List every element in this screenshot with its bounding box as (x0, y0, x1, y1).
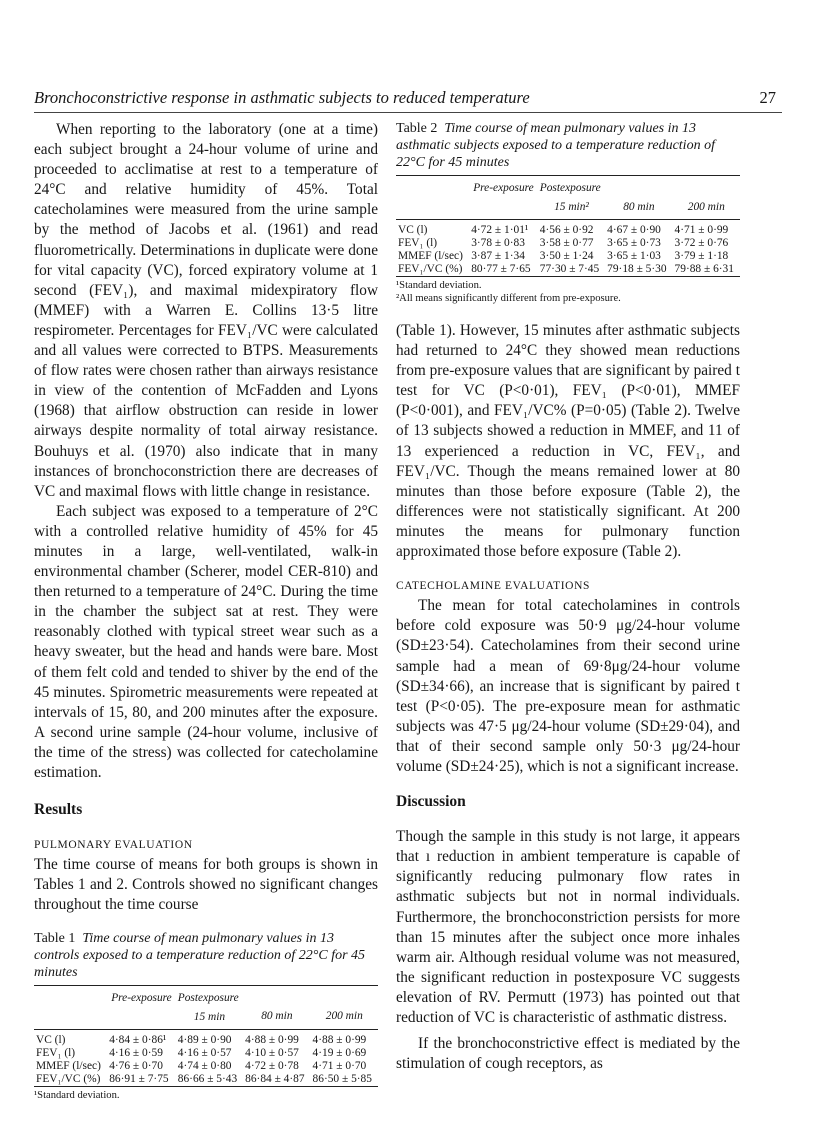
table-cell: 4·19 ± 0·69 (312, 1046, 367, 1059)
table-2-header-80: 80 min (623, 200, 655, 213)
table-1-label: Table 1 (34, 930, 76, 946)
results-heading: Results (34, 801, 83, 819)
table-cell: VC (l) (398, 224, 428, 236)
methods-paragraph-2: Each subject was exposed to a temperature of 2°C with a controlled relative humidity of 45% for 45 minutes in a large, well-ventilated, walk-in environmental chamber (Scherer, model CER-810) and then returned to a temperature of 24°C. During the time in the chamber the subject sat at rest. They were reasonably clothed with typical street wear such as a heavy sweater, but the head and hands were bare. Most of them felt cold and tended to shiver by the end of the 45 minutes. Spirometric measurements were repeated at intervals of 15, 80, and 200 minutes after the exposure. A second urine sample (24-hour volume, inclusive of the time of the stress) was collected for catecholamine estimation. (34, 502, 378, 781)
table-cell: 3·58 ± 0·77 (539, 237, 594, 249)
table-cell: 4·71 ± 0·70 (312, 1059, 367, 1072)
discussion-paragraph-1: Though the sample in this study is not large, it appears that ı reduction in ambient temperature is capable of significantly reducing pulmonary flow rates in asthmatic subjects but not in normal individuals. Furthermore, the bronchoconstriction persists for more than 15 minutes after the subject once more inhales warm air. Although residual volume was not measured, the significant reduction in postexposure VC suggests elevation of RV. Permutt (1973) has pointed out that reduction of VC is characteristic of asthmatic distress. (396, 828, 740, 1026)
table-cell: 4·67 ± 0·90 (607, 224, 661, 236)
table-cell: 3·79 ± 1·18 (674, 250, 729, 262)
table-cell: 3·50 ± 1·24 (539, 250, 594, 262)
left-column (34, 120, 378, 1102)
table-cell: 4·71 ± 0·99 (674, 224, 729, 236)
table-row (396, 224, 740, 237)
running-title: Bronchoconstrictive response in asthmatic subjects to reduced temperature (34, 88, 530, 107)
table-cell: 3·87 ± 1·34 (471, 250, 525, 262)
table-1-header-15: 15 min (193, 1010, 226, 1023)
table-cell: FEV₁ (l) (398, 237, 438, 249)
table-cell: 4·89 ± 0·90 (177, 1033, 232, 1046)
table-cell: VC (l) (36, 1033, 66, 1046)
table-1-caption-text: Time course of mean pulmonary values in 13 controls exposed to a temperature reduction of 22°C for 45 minutes (34, 930, 366, 980)
table-1-header-pre: Pre-exposure (111, 991, 172, 1004)
pulmonary-evaluation-heading: PULMONARY EVALUATION (34, 839, 193, 852)
table-2-header-15: 15 min² (554, 201, 589, 213)
table-2-header-post: Postexposure (539, 182, 601, 194)
table-cell: FEV₁/VC (%) (398, 263, 463, 275)
table-row (396, 237, 740, 250)
table-2-footnote-2: ²All means significantly different from pre-exposure. (396, 292, 621, 304)
table-cell: 86·66 ± 5·43 (177, 1072, 238, 1085)
table-row (34, 1047, 378, 1060)
table-1-grid (34, 985, 378, 1087)
methods-paragraph-1: When reporting to the laboratory (one at a time) each subject brought a 24-hour volume of urine and proceeded to acclimatise at rest to a temperature of 24°C and relative humidity of 45%. Total catecholamines were measured from the urine sample by the method of Jacobs et al. (1961) and read fluorometrically. Determinations in duplicate were done for vital capacity (VC), forced expiratory volume at 1 second (FEV₁), and maximal midexpiratory flow (MMEF) with a Warren E. Collins 13·5 litre respirometer. Percentages for FEV₁/VC were calculated and all values were corrected to BTPS. Measurements of flow rates were chosen rather than airways resistance in view of the contention of McFadden and Lyons (1968) that airflow obstruction can reside in lower airways despite normality of total airway resistance. Bouhuys et al. (1970) also indicate that in many instances of bronchoconstriction there are decreases of VC and maximal flows with little change in resistance. (34, 121, 378, 500)
table-cell: 4·10 ± 0·57 (245, 1046, 299, 1059)
discussion-paragraph-2: If the bronchoconstrictive effect is mediated by the stimulation of cough receptors, as (396, 1035, 740, 1073)
table-cell: 3·78 ± 0·83 (471, 237, 525, 249)
table-cell: 4·84 ± 0·86¹ (109, 1033, 167, 1046)
catecholamine-heading: CATECHOLAMINE EVALUATIONS (396, 580, 590, 593)
table-cell: 86·91 ± 7·75 (109, 1072, 169, 1085)
right-column (396, 120, 740, 1074)
table-cell: 79·88 ± 6·31 (674, 263, 734, 275)
table-cell: 3·65 ± 1·03 (607, 250, 661, 262)
table-1-header-80: 80 min (261, 1010, 293, 1023)
table-cell: 4·16 ± 0·57 (177, 1046, 232, 1059)
table-cell: MMEF (l/sec) (36, 1059, 101, 1072)
table-cell: 4·88 ± 0·99 (312, 1033, 367, 1046)
table-cell: MMEF (l/sec) (398, 250, 463, 262)
discussion-heading: Discussion (396, 793, 466, 811)
table-row (34, 1060, 378, 1073)
table-cell: 77·30 ± 7·45 (539, 263, 600, 275)
table-2-header-200: 200 min (687, 200, 725, 213)
table-row (34, 1073, 378, 1087)
page-number: 27 (759, 88, 776, 107)
table-cell: 4·72 ± 1·01¹ (471, 224, 529, 236)
table-row (396, 263, 740, 277)
table-2 (396, 120, 740, 305)
table-1-footnote: ¹Standard deviation. (34, 1089, 120, 1101)
table-cell: 4·16 ± 0·59 (109, 1046, 163, 1059)
table-cell: 4·56 ± 0·92 (539, 224, 594, 236)
table-2-header-pre: Pre-exposure (473, 182, 534, 194)
table-2-caption-text: Time course of mean pulmonary values in 13 asthmatic subjects exposed to a temperature reduction of 22°C for 45 minutes (396, 121, 715, 170)
table-cell: FEV₁/VC (%) (36, 1072, 101, 1085)
table-cell: 79·18 ± 5·30 (607, 263, 667, 275)
table-cell: 4·74 ± 0·80 (177, 1059, 232, 1072)
table-1-caption (34, 930, 378, 981)
table-cell: 86·84 ± 4·87 (245, 1072, 305, 1085)
table-2-caption (396, 120, 740, 171)
catecholamine-paragraph: The mean for total catecholamines in controls before cold exposure was 50·9 μg/24-hour volume (SD±23·54). Catecholamines from their second urine sample had a mean of 69·8μg/24-hour volume (SD±34·66), an increase that is significant by paired t test (P<0·05). The pre-exposure mean for asthmatic subjects was 47·5 μg/24-hour volume (SD±29·04), and that of their second sample only 50·3 μg/24-hour volume (SD±24·25), which is not a significant increase. (396, 597, 740, 775)
table-cell: 4·88 ± 0·99 (245, 1033, 299, 1046)
table-1-header-post: Postexposure (177, 991, 239, 1004)
table-2-footnote-1: ¹Standard deviation. (396, 280, 482, 291)
table-cell: 3·65 ± 0·73 (607, 237, 661, 249)
table-row (396, 250, 740, 263)
table-cell: 3·72 ± 0·76 (674, 237, 729, 249)
table-2-grid (396, 175, 740, 277)
table-1-header-200: 200 min (325, 1010, 363, 1023)
table-cell: FEV₁ (l) (36, 1046, 76, 1059)
table-cell: 80·77 ± 7·65 (471, 263, 531, 275)
table-cell: 86·50 ± 5·85 (312, 1072, 372, 1085)
results-paragraph: The time course of means for both groups is shown in Tables 1 and 2. Controls showed no significant changes throughout the time course (34, 856, 378, 914)
running-header (34, 88, 782, 113)
table-cell: 4·76 ± 0·70 (109, 1059, 163, 1072)
table-1 (34, 930, 378, 1103)
results-paragraph-continued: (Table 1). However, 15 minutes after asthmatic subjects had returned to 24°C they showed mean reductions from pre-exposure values that are significant by paired t test for VC (P<0·01), FEV₁ (P<0·01), MMEF (P<0·001), and FEV₁/VC% (P=0·05) (Table 2). Twelve of 13 subjects showed a reduction in MMEF, and 11 of 13 experienced a reduction in VC, FEV₁, and FEV₁/VC. Though the means remained lower at 80 minutes than those before exposure (Table 2), the differences were not statistically significant. At 200 minutes the means for pulmonary function approximated those before exposure (Table 2). (396, 322, 740, 561)
table-2-label: Table 2 (396, 121, 438, 136)
table-row (34, 1034, 378, 1047)
table-cell: 4·72 ± 0·78 (245, 1059, 299, 1072)
